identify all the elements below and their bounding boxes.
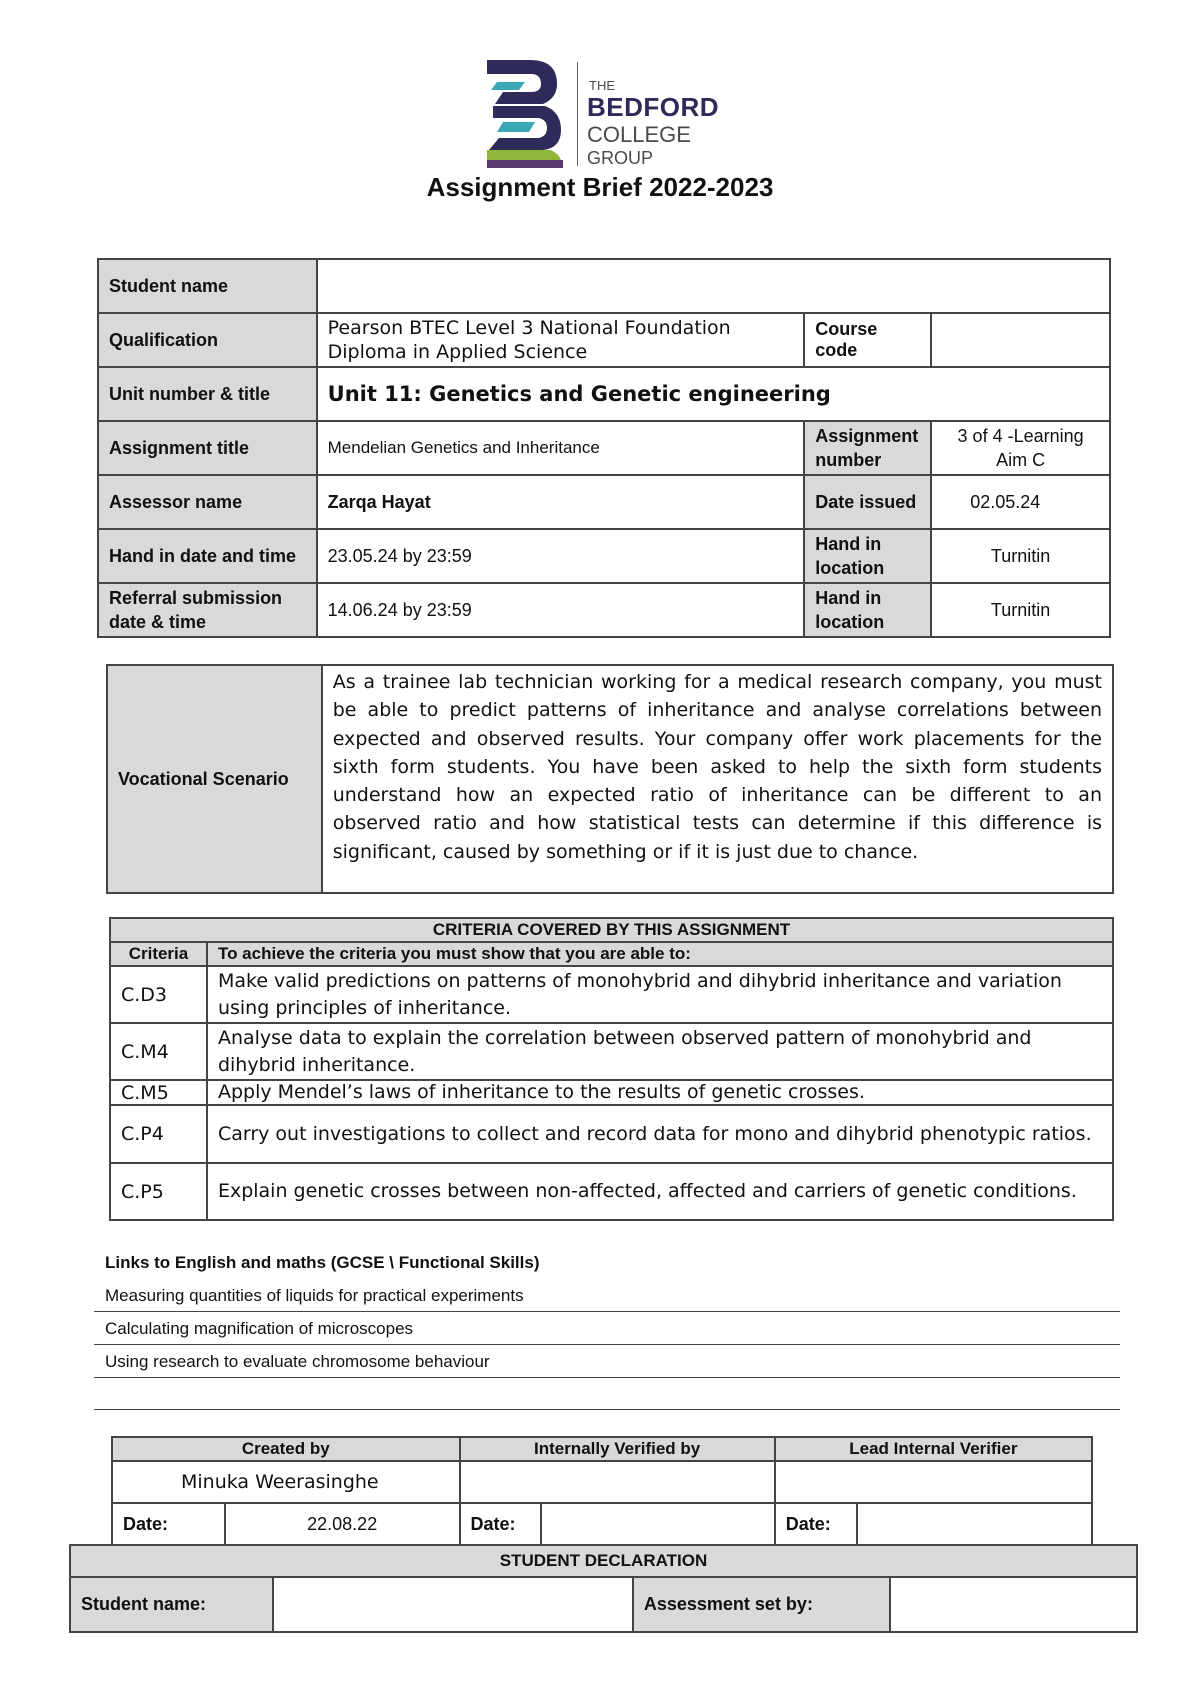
college-logo [485,58,745,170]
logo-bedford: BEDFORD [587,92,720,122]
criteria-code: C.P4 [110,1105,207,1163]
vocational-scenario-label: Vocational Scenario [107,665,322,893]
logo-college: COLLEGE [587,122,691,147]
student-name-label: Student name [98,259,317,313]
assessor-label: Assessor name [98,475,317,529]
links-divider [94,1311,1120,1312]
criteria-row [110,1105,1113,1163]
assessor-value: Zarqa Hayat [317,475,805,529]
referral-label: Referral submission date & time [98,583,317,637]
assessment-set-by-label: Assessment set by: [633,1577,890,1632]
links-heading: Links to English and maths (GCSE \ Functional Skills) [105,1253,540,1272]
created-date-value: 22.08.22 [225,1503,460,1545]
criteria-row [110,1023,1113,1080]
declaration-student-name-label: Student name: [70,1577,273,1632]
qualification-value: Pearson BTEC Level 3 National Foundation Diploma in Applied Science [317,313,805,367]
created-by-value: Minuka Weerasinghe [112,1461,460,1503]
hand-in-value: 23.05.24 by 23:59 [317,529,805,583]
criteria-description: Explain genetic crosses between non-affected, affected and carriers of genetic conditions. [207,1163,1113,1220]
lead-internal-verifier-field[interactable] [775,1461,1092,1503]
student-declaration-table [69,1544,1138,1633]
vocational-scenario-text: As a trainee lab technician working for a medical research company, you must be able to predict patterns of inheritance and analyse correlations between expected and observed results. Your company offer work placements for the sixth form students. You have been asked to help the sixth form students understand how an expected ratio of inheritance can be different to an observed ratio and how statistical tests can determine if this difference is significant, caused by something or if it is just due to chance. [322,665,1113,893]
criteria-code: C.D3 [110,966,207,1023]
hand-in-location-value: Turnitin [931,529,1110,583]
links-divider [94,1377,1120,1378]
iv-date-field[interactable] [541,1503,774,1545]
links-item: Calculating magnification of microscopes [105,1319,414,1338]
referral-location-value: Turnitin [931,583,1110,637]
criteria-description: Carry out investigations to collect and record data for mono and dihybrid phenotypic ratios. [207,1105,1113,1163]
criteria-description: Make valid predictions on patterns of monohybrid and dihybrid inheritance and variation using principles of inheritance. [207,966,1113,1023]
criteria-code: C.P5 [110,1163,207,1220]
logo-group: GROUP [587,148,654,168]
referral-value: 14.06.24 by 23:59 [317,583,805,637]
student-name-field[interactable] [317,259,1110,313]
criteria-row [110,1163,1113,1220]
declaration-student-name-field[interactable] [273,1577,633,1632]
verification-table [111,1436,1093,1546]
student-declaration-heading: STUDENT DECLARATION [70,1545,1137,1577]
vocational-scenario-table [106,664,1114,894]
lead-internal-verifier-header: Lead Internal Verifier [775,1437,1092,1461]
bedford-b-logo-icon [485,58,565,170]
internally-verified-field[interactable] [460,1461,775,1503]
hand-in-location-label: Hand in location [804,529,931,583]
created-date-label: Date: [112,1503,225,1545]
date-issued-label: Date issued [804,475,931,529]
criteria-code: C.M4 [110,1023,207,1080]
created-by-header: Created by [112,1437,460,1461]
assignment-number-label: Assignment number [804,421,931,475]
course-code-field[interactable] [931,313,1110,367]
criteria-row [110,1080,1113,1105]
liv-date-field[interactable] [857,1503,1092,1545]
date-issued-value: 02.05.24 [931,475,1110,529]
assignment-title-label: Assignment title [98,421,317,475]
unit-value: Unit 11: Genetics and Genetic engineering [317,367,1110,421]
criteria-row [110,966,1113,1023]
assessment-set-by-field[interactable] [890,1577,1137,1632]
assignment-number-value: 3 of 4 -Learning Aim C [931,421,1110,475]
criteria-column-header: Criteria [110,942,207,966]
logo-the: THE [589,78,615,93]
criteria-table [109,917,1114,1221]
course-code-label: Course code [804,313,931,367]
internally-verified-header: Internally Verified by [460,1437,775,1461]
page-title: Assignment Brief 2022-2023 [426,172,774,202]
criteria-description: Analyse data to explain the correlation between observed pattern of monohybrid and dihybrid inheritance. [207,1023,1113,1080]
criteria-code: C.M5 [110,1080,207,1105]
achieve-column-header: To achieve the criteria you must show that you are able to: [207,942,1113,966]
hand-in-label: Hand in date and time [98,529,317,583]
liv-date-label: Date: [775,1503,857,1545]
logo-divider [577,62,578,166]
criteria-heading: CRITERIA COVERED BY THIS ASSIGNMENT [110,918,1113,942]
links-item: Using research to evaluate chromosome behaviour [105,1352,490,1371]
referral-location-label: Hand in location [804,583,931,637]
assignment-title-value: Mendelian Genetics and Inheritance [317,421,805,475]
criteria-description: Apply Mendel’s laws of inheritance to the results of genetic crosses. [207,1080,1113,1105]
links-divider [94,1409,1120,1410]
assignment-details-table [97,258,1111,638]
unit-label: Unit number & title [98,367,317,421]
iv-date-label: Date: [460,1503,542,1545]
qualification-label: Qualification [98,313,317,367]
links-item: Measuring quantities of liquids for practical experiments [105,1286,524,1305]
links-divider [94,1344,1120,1345]
